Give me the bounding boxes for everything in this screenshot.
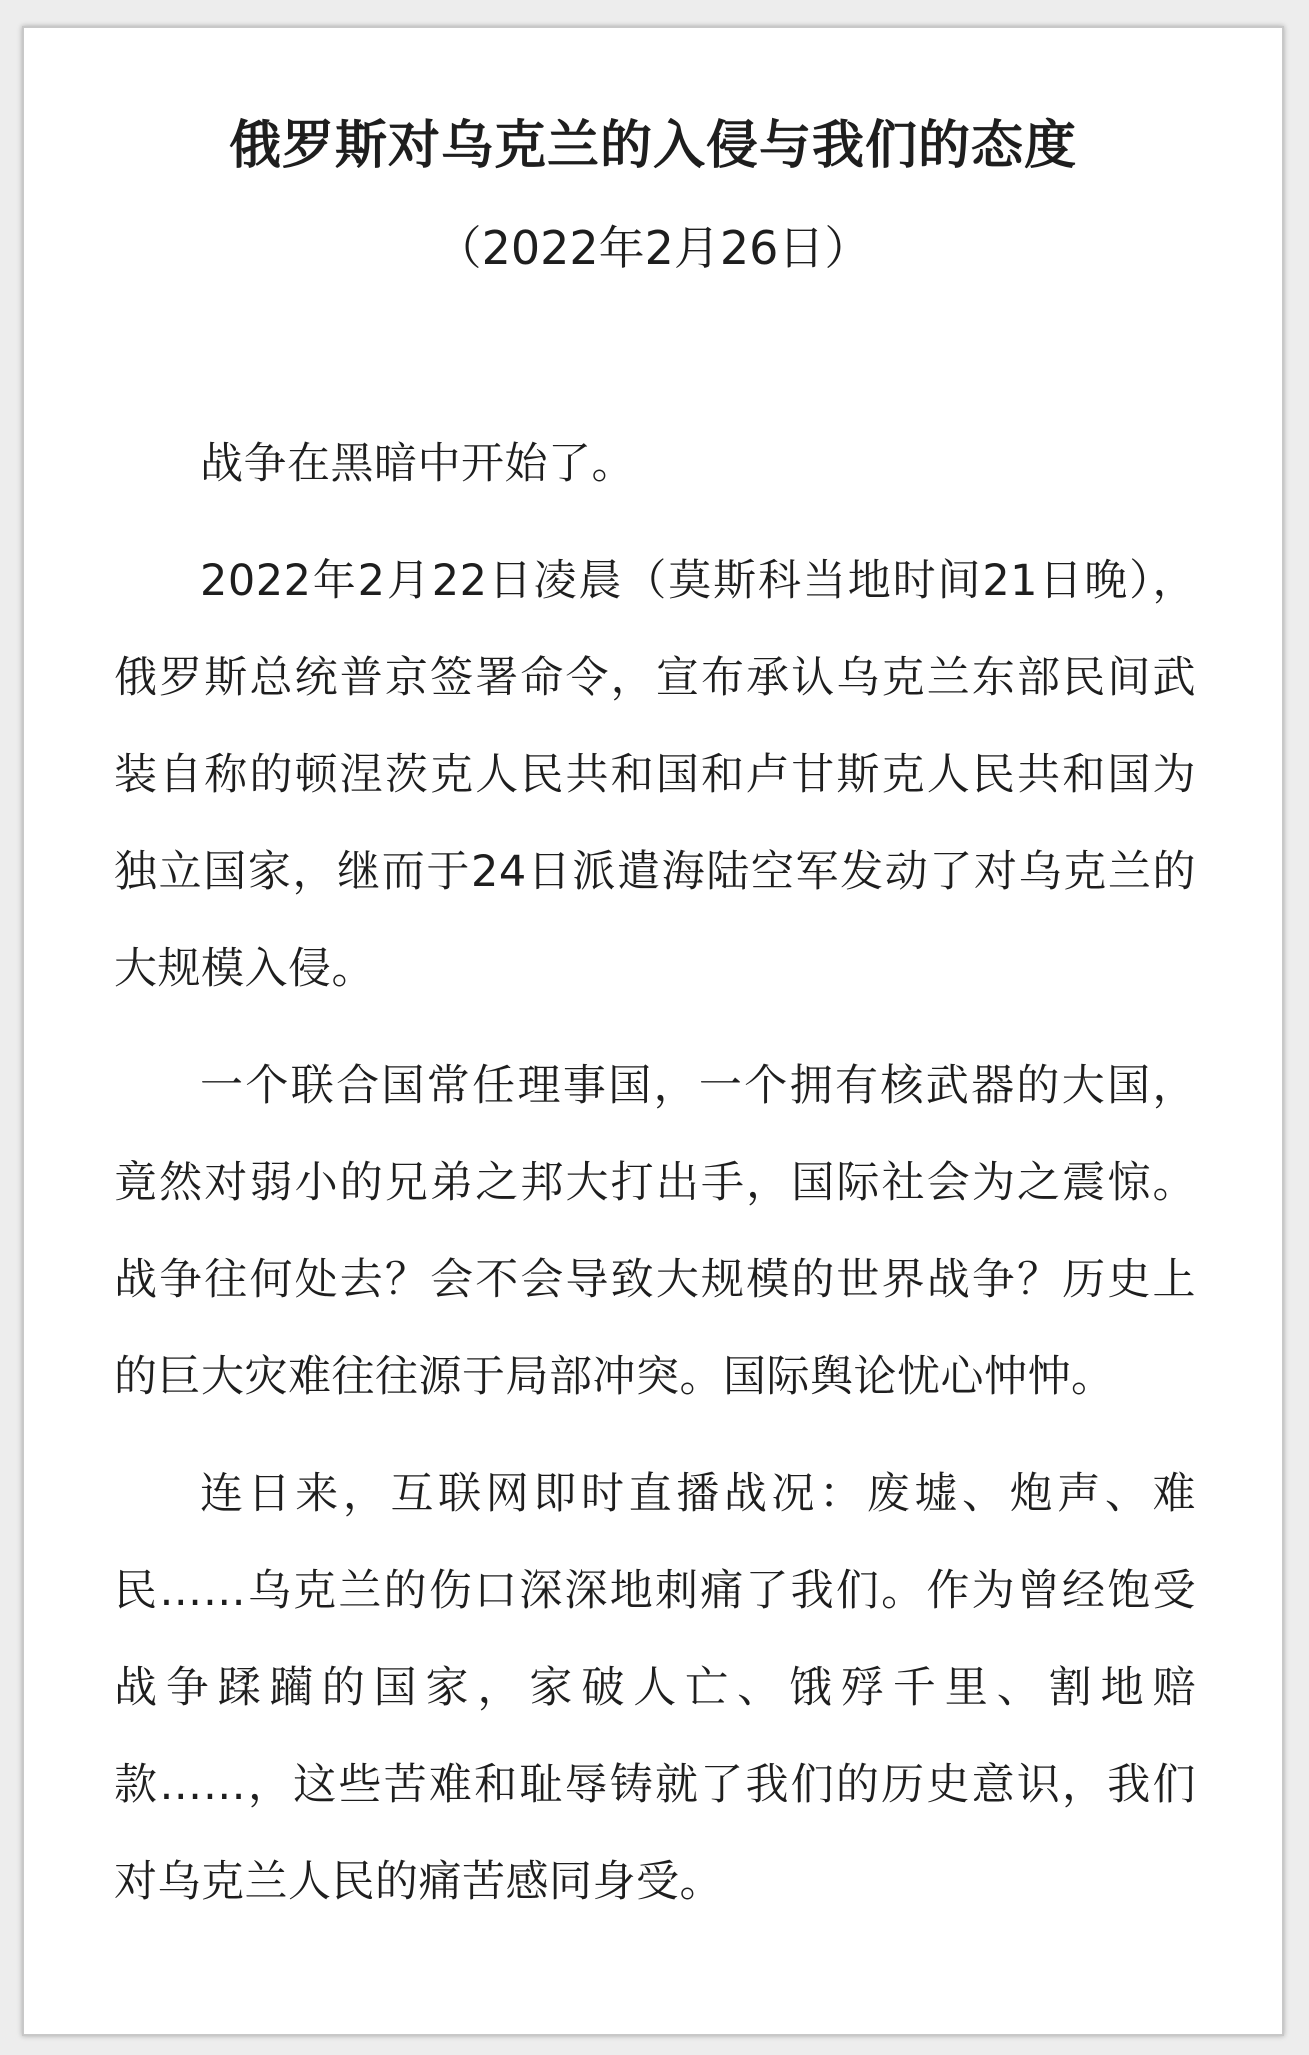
- document-page: [22, 26, 1284, 2036]
- document-date: （2022年2月26日）: [435, 221, 871, 275]
- paragraph: 战争在黑暗中开始了。: [200, 439, 635, 489]
- paragraph: 连日来，互联网即时直播战况：废墟、炮声、难民……乌克兰的伤口深深地刺痛了我们。作为曾经饱受战争蹂躏的国家，家破人亡、饿殍千里、割地赔款……，这些苦难和耻辱铸就了我们的历史意识，我们对乌克兰人民的痛苦感同身受。: [114, 1469, 1196, 1907]
- paragraph: 2022年2月22日凌晨（莫斯科当地时间21日晚），俄罗斯总统普京签署命令，宣布承认乌克兰东部民间武装自称的顿涅茨克人民共和国和卢甘斯克人民共和国为独立国家，继而于24日派遣海陆空军发动了对乌克兰的大规模入侵。: [114, 556, 1196, 994]
- paragraph: 一个联合国常任理事国，一个拥有核武器的大国，竟然对弱小的兄弟之邦大打出手，国际社会为之震惊。战争往何处去？会不会导致大规模的世界战争？历史上的巨大灾难往往源于局部冲突。国际舆论忧心忡忡。: [114, 1061, 1196, 1402]
- document-title: 俄罗斯对乌克兰的入侵与我们的态度: [228, 116, 1077, 176]
- document-body: [114, 416, 1196, 1951]
